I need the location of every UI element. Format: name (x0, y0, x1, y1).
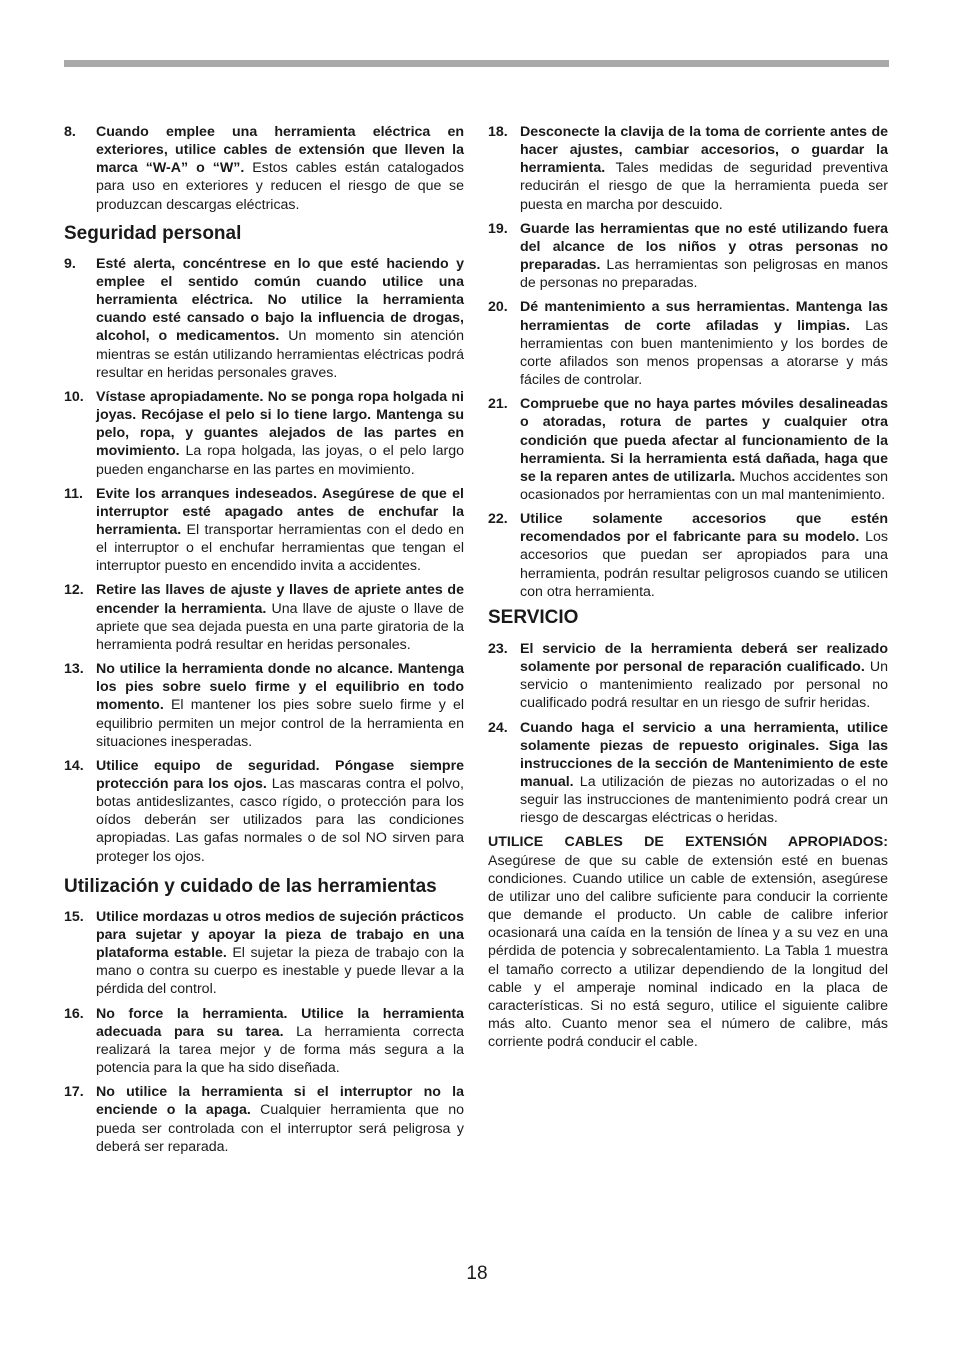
item-text (520, 719, 888, 828)
list-item (64, 1083, 464, 1156)
item-plain-text: Un momento sin atención mientras se están utilizando herramientas eléctricas podrá resultar en heridas personales graves. (96, 328, 464, 381)
item-plain-text: Estos cables están catalogados para uso en exteriores y reducen el riesgo de que se produzcan descargas eléctricas. (96, 160, 464, 213)
item-bold-text: Desconecte la clavija de la toma de corriente antes de hacer ajustes, cambiar accesorios, o guardar la herramienta. (520, 124, 888, 177)
item-bold-text: No force la herramienta. Utilice la herramienta adecuada para su tarea. (96, 1005, 464, 1040)
item-bold-text: Evite los arranques indeseados. Asegúrese de que el interruptor esté apagado antes de enchufar la herramienta. (96, 485, 464, 538)
left-column (64, 123, 464, 1162)
list-item (488, 719, 888, 828)
list-item (488, 123, 888, 214)
item-plain-text: El mantener los pies sobre suelo firme y el equilibrio permiten un mejor control de la herramienta en situaciones inesperadas. (96, 697, 464, 750)
item-number: 17. (64, 1084, 84, 1101)
item-text (96, 1083, 464, 1156)
item-number: 13. (64, 661, 84, 678)
list-item (488, 510, 888, 601)
heading-utilizacion-cuidado: Utilización y cuidado de las herramientas (64, 875, 437, 897)
item-number: 22. (488, 511, 508, 528)
item-bold-text: Guarde las herramientas que no esté utilizando fuera del alcance de los niños y otras personas no preparadas. (520, 220, 888, 274)
list-item (64, 485, 464, 576)
list-right-a (488, 123, 888, 601)
item-plain-text: El sujetar la pieza de trabajo con la mano o contra su cuerpo es inestable y puede llevar a la pérdida del control. (96, 945, 464, 998)
list-right-b (488, 640, 888, 828)
list-item (488, 395, 888, 504)
item-bold-text: Utilice solamente accesorios que estén recomendados por el fabricante para su modelo. (520, 511, 888, 546)
item-bold-text: Dé mantenimiento a sus herramientas. Mantenga las herramientas de corte afiladas y limpias. (520, 299, 888, 334)
item-text (520, 298, 888, 389)
item-bold-text: Retire las llaves de ajuste y llaves de apriete antes de encender la herramienta. (96, 582, 464, 617)
cables-heading: UTILICE CABLES DE EXTENSIÓN APROPIADOS: (488, 834, 888, 851)
item-number: 16. (64, 1005, 84, 1022)
item-bold-text: Utilice equipo de seguridad. Póngase siempre protección para los ojos. (96, 757, 464, 792)
list-item (64, 123, 464, 214)
list-item (64, 757, 464, 866)
list-item (488, 298, 888, 389)
item-text (520, 123, 888, 214)
item-text (96, 255, 464, 382)
list-item (488, 640, 888, 713)
cables-paragraph (488, 833, 888, 1051)
item-bold-text: Esté alerta, concéntrese en lo que esté haciendo y emplee el sentido común cuando utilice una herramienta eléctrica. No utilice la herramienta cuando esté cansado o bajo la influencia de drogas, alcohol, o medicamentos. (96, 255, 464, 345)
list-item (64, 908, 464, 999)
item-number: 20. (488, 299, 508, 316)
item-plain-text: Muchos accidentes son ocasionados por herramientas con un mal mantenimiento. (520, 468, 888, 503)
item-text (96, 581, 464, 654)
item-plain-text: La utilización de piezas no autorizadas o el no seguir las instrucciones de mantenimiento podrá crear un riesgo de descargas eléctricas o heridas. (520, 774, 888, 827)
right-column (488, 123, 888, 1051)
item-plain-text: Las mascaras contra el polvo, botas antideslizantes, casco rígido, o protección para los oídos deberán ser utilizados para las condiciones apropiadas. Las gafas normales o de sol NO sirven para proteger los ojos. (96, 776, 464, 865)
list-item (64, 581, 464, 654)
item-bold-text: Cuando emplee una herramienta eléctrica en exteriores, utilice cables de extensión que lleven la marca “W-A” o “W”. (96, 124, 464, 177)
item-plain-text: La ropa holgada, las joyas, o el pelo largo pueden engancharse en las partes en movimiento. (96, 443, 464, 478)
list-left-a (64, 123, 464, 214)
page-number: 18 (466, 1263, 488, 1284)
item-plain-text: Las herramientas con buen mantenimiento y los bordes de corte afilados son menos propensas a atorarse y más fáciles de controlar. (520, 317, 888, 389)
item-text (96, 757, 464, 866)
list-item (488, 220, 888, 293)
top-rule (64, 60, 889, 67)
item-bold-text: Compruebe que no haya partes móviles desalineadas o atoradas, rotura de partes y cualquier otra condición que pueda afectar al funcionamiento de la herramienta. Si la herramienta está dañada, haga que se la reparen antes de utilizarla. (520, 396, 888, 485)
heading-servicio: SERVICIO (488, 606, 579, 628)
item-plain-text: Tales medidas de seguridad preventiva reducirán el riesgo de que la herramienta pueda ser puesta en marcha por descuido. (520, 160, 888, 213)
item-number: 9. (64, 255, 76, 272)
item-number: 8. (64, 124, 76, 140)
item-bold-text: El servicio de la herramienta deberá ser realizado solamente por personal de reparación cualificado. (520, 640, 888, 676)
item-text (520, 640, 888, 713)
item-text (96, 485, 464, 576)
item-plain-text: La herramienta correcta realizará la tarea mejor y de forma más segura a la potencia para la que ha sido diseñada. (96, 1023, 464, 1077)
item-text (96, 1005, 464, 1078)
cables-text: Asegúrese de que su cable de extensión esté en buenas condiciones. Cuando utilice un cable de extensión, asegúrese de utilizar uno del calibre suficiente para conducir la corriente que demande el producto. Un cable de calibre inferior ocasionará una caída en la tensión de línea y a su vez en una pérdida de potencia y sobrecalentamiento. La Tabla 1 muestra el tamaño correcto a utilizar dependiendo de la longitud del cable y el amperaje nominal indicado en la placa de características. Si no está seguro, utilice el siguiente calibre más alto. Cuanto menor sea el número de calibre, más corriente podrá conducir el cable. (488, 852, 888, 1051)
item-plain-text: Un servicio o mantenimiento realizado por personal no cualificado podrá resultar en un riesgo de sufrir heridas. (520, 659, 889, 712)
item-number: 12. (64, 582, 84, 599)
list-left-c (64, 908, 464, 1156)
item-number: 11. (64, 485, 83, 502)
list-item (64, 388, 464, 479)
item-bold-text: Vístase apropiadamente. No se ponga ropa holgada ni joyas. Recójase el pelo si lo tiene largo. Mantenga su pelo, ropa, y guantes alejados de las partes en movimiento. (96, 388, 464, 460)
item-text (520, 395, 888, 504)
item-plain-text: El transportar herramientas con el dedo en el interruptor o el enchufar herramientas que tengan el interruptor puesto en encendido invita a accidentes. (96, 521, 464, 575)
item-number: 14. (64, 757, 84, 774)
item-plain-text: Cualquier herramienta que no pueda ser controlada con el interruptor será peligrosa y deberá ser reparada. (96, 1102, 464, 1155)
item-text (96, 388, 464, 479)
list-item (64, 1005, 464, 1078)
item-text (96, 908, 464, 999)
list-left-b (64, 255, 464, 866)
item-number: 21. (488, 396, 508, 413)
list-item (64, 255, 464, 382)
item-bold-text: Utilice mordazas u otros medios de sujeción prácticos para sujetar y apoyar la pieza de trabajo en una plataforma estable. (96, 908, 464, 962)
item-plain-text: Una llave de ajuste o llave de apriete que sea dejada puesta en una parte giratoria de la herramienta podrá resultar en heridas personales. (96, 600, 464, 653)
item-text (520, 510, 888, 601)
item-bold-text: Cuando haga el servicio a una herramienta, utilice solamente piezas de repuesto originales. Siga las instrucciones de la sección de Mantenimiento de este manual. (520, 719, 888, 790)
heading-seguridad-personal: Seguridad personal (64, 222, 242, 244)
item-number: 15. (64, 908, 84, 925)
item-number: 23. (488, 640, 508, 657)
item-plain-text: Los accesorios que puedan ser apropiados para una herramienta, podrán resultar peligrosos cuando se utilicen con otra herramienta. (520, 529, 888, 600)
item-number: 19. (488, 220, 508, 237)
item-text (520, 220, 888, 293)
item-text (96, 123, 464, 214)
item-number: 18. (488, 124, 508, 140)
list-item (64, 660, 464, 751)
item-plain-text: Las herramientas son peligrosas en manos de personas no preparadas. (520, 257, 888, 292)
item-number: 10. (64, 388, 84, 405)
item-number: 24. (488, 719, 508, 736)
item-bold-text: No utilice la herramienta si el interruptor no la enciende o la apaga. (96, 1084, 464, 1119)
item-text (96, 660, 464, 751)
item-bold-text: No utilice la herramienta donde no alcance. Mantenga los pies sobre suelo firme y el equilibrio en todo momento. (96, 661, 464, 714)
